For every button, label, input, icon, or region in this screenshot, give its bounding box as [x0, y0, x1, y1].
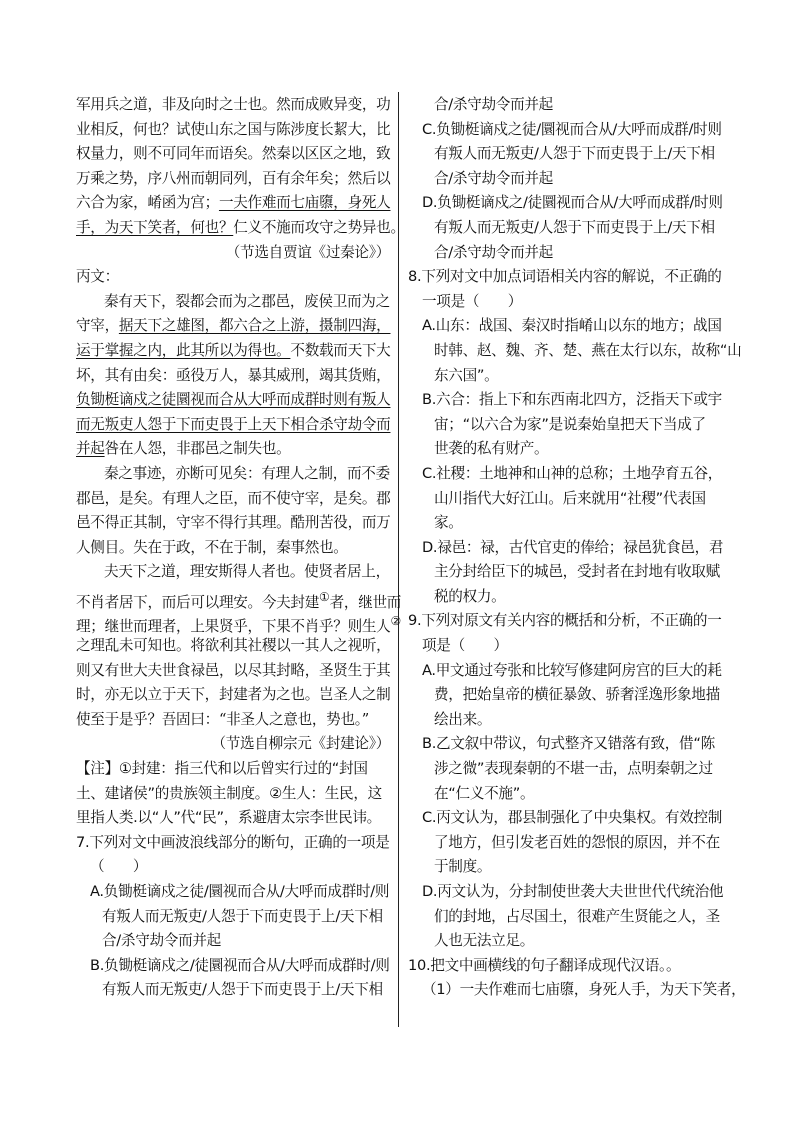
question-10: 10.把文中画横线的句子翻译成现代汉语。。 — [408, 956, 681, 974]
option-c: C.负锄梃谪戍之徒/圜视而合从/大呼而成群/时则 — [422, 120, 722, 138]
text-segment: 六合为家，崤函为宫； — [76, 194, 219, 212]
option-a-cont: 绘出来。 — [434, 710, 492, 728]
option-a: A.负锄梃谪戍之徒/圜视而合从/大呼而成群时/则 — [90, 883, 390, 900]
passage-title: 丙文： — [76, 268, 119, 286]
left-column — [76, 93, 405, 1003]
option-d: D.禄邑：禄，古代官吏的俸给；禄邑犹食邑，君 — [422, 538, 724, 556]
question-9-cont: 项是（ ） — [422, 637, 508, 655]
text-line — [76, 191, 398, 216]
text-line: 人侧目。失在于政，不在于制，秦事然也。 — [76, 538, 348, 556]
note-line: 里指人类.以“人”代“民”，系避唐太宗李世民讳。 — [76, 809, 381, 827]
option-c-cont: 了地方，但引发老百姓的怨恨的原因，并不在 — [434, 833, 720, 851]
text-segment: 者，继世而 — [329, 593, 402, 611]
option-a: A.甲文通过夸张和比较写修建阿房宫的巨大的耗 — [422, 661, 722, 679]
option-d: D.负锄梃谪戍之/徒圜视而合从/大呼而成群/时则 — [422, 194, 723, 212]
option-c: C.社稷：土地神和山神的总称；土地孕育五谷， — [422, 464, 723, 482]
option-a-cont: 东六国”。 — [434, 366, 499, 384]
text-line — [76, 437, 398, 462]
option-b-cont: 世袭的私有财产。 — [434, 440, 549, 458]
text-line: 则又有世大夫世食禄邑，以尽其封略，圣贤生于其 — [76, 661, 391, 679]
option-b: B.六合：指上下和东西南北四方，泛指天下或宇 — [422, 391, 722, 409]
text-line: 秦之事迹，亦断可见矣：有理人之制，而不委 — [104, 464, 390, 482]
option-a-cont: 合/杀守劫令而并起 — [102, 932, 221, 950]
text-segment: 仁义不施而攻守之势异也。 — [233, 218, 405, 236]
option-d-cont: 合/杀守劫令而并起 — [434, 243, 553, 261]
question-8: 8.下列对文中加点词语相关内容的解说，不正确的 — [408, 268, 722, 286]
text-line: 坏，其有由矣：亟役万人，暴其威刑，竭其货贿， — [76, 366, 391, 384]
text-line: 万乘之势，序八州而朝同列，百有余年矣；然后以 — [76, 169, 391, 187]
text-segment: 理；继世而理者，上果贤乎，下果不肖乎？则生人 — [76, 618, 391, 636]
option-c-cont: 山川指代大好江山。后来就用“社稷”代表国 — [434, 489, 706, 507]
text-line: 邑不得正其制，守宰不得行其理。酷刑苦役，而万 — [76, 514, 391, 532]
option-b-cont: 宙；“以六合为家”是说秦始皇把天下当成了 — [434, 415, 706, 433]
footnote-marker: ② — [390, 614, 402, 629]
option-a-cont: 费，把始皇帝的横征暴敛、骄奢淫逸形象地描 — [434, 686, 720, 704]
option-d-cont: 们的封地，占尽国土，很难产生贤能之人，圣 — [434, 907, 720, 925]
option-c-cont: 有叛人而无叛吏/人怨于下而吏畏于上/天下相 — [434, 145, 715, 163]
text-line: 秦有天下，裂都会而为之郡邑，废侯卫而为之 — [104, 292, 390, 310]
text-line: 业相反，何也？试使山东之国与陈涉度长絜大，比 — [76, 120, 391, 138]
question-9: 9.下列对原文有关内容的概括和分析，不正确的一 — [408, 612, 722, 630]
note-line: 【注】①封建：指三代和以后曾实行过的“封国 — [76, 760, 368, 778]
wavy-line-text: 而无叛吏人怨于下而吏畏于上天下相合杀守劫令而 — [76, 415, 391, 433]
answer-blank: （ ） — [90, 858, 148, 876]
text-line: 权量力，则不可同年而语矣。然秦以区区之地，致 — [76, 145, 391, 163]
text-line: 夫天下之道，理安斯得人者也。使贤者居上， — [104, 563, 390, 581]
underlined-sentence: 手，为天下笑者，何也？ — [76, 218, 234, 236]
question-7: 7.下列对文中画波浪线部分的断句，正确的一项是 — [76, 833, 390, 851]
underlined-sentence: 一夫作难而七庙隳，身死人 — [218, 194, 391, 212]
option-b-cont: 合/杀守劫令而并起 — [434, 96, 553, 113]
option-c: C.丙文认为，郡县制强化了中央集权。有效控制 — [422, 809, 723, 827]
underlined-sentence: 据天下之雄图，都六合之上游，摄制四海， — [118, 317, 391, 335]
option-d-cont: 税的权力。 — [434, 587, 506, 605]
text-line: 郡邑，是矣。有理人之臣，而不使守宰，是矣。郡 — [76, 489, 391, 507]
text-line: 之理乱未可知也。将欲利其社稷以一其人之视听， — [76, 637, 391, 655]
text-segment: 不数载而天下大 — [290, 341, 391, 359]
footnote-marker: ① — [319, 589, 330, 604]
wavy-line-text: 并起 — [76, 440, 105, 458]
option-d: D.丙文认为，分封制使世袭大夫世世代代统治他 — [422, 883, 724, 900]
option-a: A.山东：战国、秦汉时指崤山以东的地方；战国 — [422, 317, 722, 335]
text-line: 军用兵之道，非及向时之士也。然而成败异变，功 — [76, 96, 391, 113]
wavy-line-text: 负锄梃谪戍之徒圜视而合从大呼而成群时则有叛人 — [76, 391, 391, 409]
option-b: B.负锄梃谪戍之/徒圜视而合从/大呼而成群时/则 — [90, 956, 390, 974]
underlined-sentence: 运于掌握之内，此其所以为得也。 — [76, 341, 291, 359]
option-c-cont: 家。 — [434, 514, 463, 532]
right-column — [408, 93, 746, 1003]
text-line — [76, 609, 402, 636]
option-d-cont: 主分封给臣下的城邑，受封者在封地有收取赋 — [434, 563, 720, 581]
text-line — [76, 585, 402, 611]
option-d-cont: 有叛人而无叛吏/人怨于下而吏畏于上/天下相 — [434, 218, 715, 236]
note-line: 土、建诸侯”的贵族领主制度。②生人：生民，这 — [76, 784, 382, 802]
text-line: 时，亦无以立于天下，封建者为之也。岂圣人之制 — [76, 686, 391, 704]
option-a-cont: 有叛人而无叛吏/人怨于下而吏畏于上/天下相 — [102, 907, 383, 925]
text-line: 使至于是乎？吾固曰：“非圣人之意也，势也。” — [76, 710, 369, 728]
text-line — [76, 216, 405, 241]
text-segment: 咎在人怨，非郡邑之制失也。 — [104, 440, 291, 458]
question-8-cont: 一项是（ ） — [422, 292, 523, 310]
option-b: B.乙文叙中带议，句式整齐又错落有致，借“陈 — [422, 735, 715, 753]
option-b-cont: 有叛人而无叛吏/人怨于下而吏畏于上/天下相 — [102, 981, 383, 999]
option-c-cont: 合/杀守劫令而并起 — [434, 169, 553, 187]
option-d-cont: 人也无法立足。 — [434, 932, 535, 950]
question-10-item-1: （1）一夫作难而七庙隳，身死人手，为天下笑者， — [422, 981, 746, 999]
option-b-cont: 在“仁义不施”。 — [434, 784, 535, 802]
text-segment: 不肖者居下，而后可以理安。今夫封建 — [76, 593, 319, 611]
text-line — [76, 314, 398, 339]
source-citation: （节选自柳宗元《封建论》） — [211, 735, 390, 753]
text-segment: 守宰， — [76, 317, 119, 335]
option-a-cont: 时韩、赵、魏、齐、楚、燕在太行以东，故称“山 — [434, 341, 742, 359]
text-line — [76, 339, 398, 364]
option-c-cont: 于制度。 — [434, 858, 492, 876]
option-b-cont: 涉之微”表现秦朝的不堪一击，点明秦朝之过 — [434, 760, 713, 778]
source-citation: （节选自贾谊《过秦论》） — [225, 243, 390, 261]
